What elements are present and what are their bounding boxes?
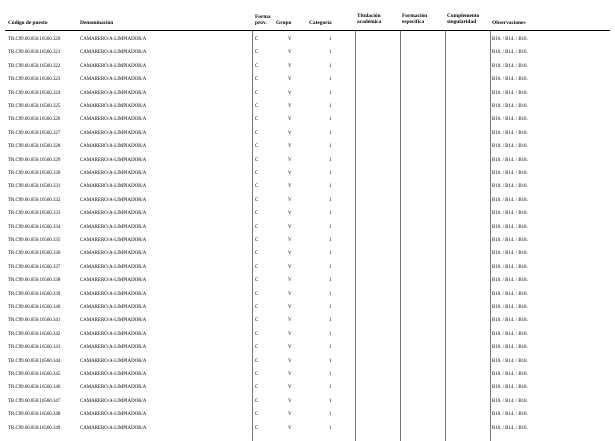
cell-observaciones: B10. / B14. / B18. [492,331,528,337]
table-row [0,128,615,141]
cell-categoria: 1 [329,385,332,391]
cell-categoria: 1 [329,63,332,69]
cell-codigo: TR.C99.60.850.16560.343 [8,345,61,351]
cell-denominacion: CAMARERO/A-LIMPIADOR/A [80,318,147,324]
cell-grupo: V [288,358,292,364]
cell-denominacion: CAMARERO/A-LIMPIADOR/A [80,211,147,217]
cell-forma: C [255,184,259,190]
cell-codigo: TR.C99.60.850.16560.326 [8,117,61,123]
cell-denominacion: CAMARERO/A-LIMPIADOR/A [80,291,147,297]
cell-forma: C [255,37,259,42]
cell-codigo: TR.C99.60.850.16560.322 [8,63,61,69]
table-row [0,356,615,369]
table-row [0,409,615,422]
cell-categoria: 1 [329,331,332,337]
cell-codigo: TR.C99.60.850.16560.323 [8,77,61,83]
cell-forma: C [255,412,259,418]
table-row [0,302,615,315]
cell-denominacion: CAMARERO/A-LIMPIADOR/A [80,157,147,163]
cell-categoria: 1 [329,171,332,176]
cell-forma: C [255,63,259,69]
cell-categoria: 1 [329,251,332,257]
cell-grupo: V [288,291,292,297]
cell-categoria: 1 [329,184,332,190]
cell-denominacion: CAMARERO/A-LIMPIADOR/A [80,197,147,203]
table-row [0,61,615,74]
cell-denominacion: CAMARERO/A-LIMPIADOR/A [80,144,147,150]
cell-categoria: 1 [329,130,332,136]
header-observaciones: Observaciones [492,20,526,26]
table-row [0,329,615,342]
cell-observaciones: B10. / B14. / B18. [492,130,528,136]
cell-observaciones: B10. / B14. / B18. [492,37,528,42]
cell-codigo: TR.C99.60.850.16560.327 [8,130,61,136]
cell-denominacion: CAMARERO/A-LIMPIADOR/A [80,398,147,404]
cell-observaciones: B10. / B14. / B18. [492,144,528,150]
cell-categoria: 1 [329,104,332,109]
cell-denominacion: CAMARERO/A-LIMPIADOR/A [80,130,147,136]
cell-categoria: 1 [329,224,332,230]
cell-denominacion: CAMARERO/A-LIMPIADOR/A [80,372,147,377]
cell-codigo: TR.C99.60.850.16560.345 [8,372,61,377]
cell-codigo: TR.C99.60.850.16560.338 [8,278,61,284]
header-formacion-line1: Formación [402,13,428,19]
table-row [0,168,615,181]
cell-categoria: 1 [329,144,332,150]
cell-observaciones: B10. / B14. / B18. [492,412,528,418]
cell-codigo: TR.C99.60.850.16560.329 [8,157,61,163]
cell-grupo: V [288,372,292,377]
cell-codigo: TR.C99.60.850.16560.340 [8,305,61,310]
cell-forma: C [255,224,259,230]
cell-observaciones: B10. / B14. / B18. [492,278,528,284]
cell-denominacion: CAMARERO/A-LIMPIADOR/A [80,305,147,310]
cell-grupo: V [288,50,292,56]
cell-observaciones: B10. / B14. / B18. [492,171,528,176]
cell-categoria: 1 [329,211,332,217]
cell-forma: C [255,372,259,377]
cell-grupo: V [288,425,292,431]
cell-observaciones: B10. / B14. / B18. [492,117,528,123]
cell-observaciones: B10. / B14. / B18. [492,157,528,163]
cell-grupo: V [288,104,292,109]
cell-codigo: TR.C99.60.850.16560.341 [8,318,61,324]
cell-observaciones: B10. / B14. / B18. [492,291,528,297]
cell-categoria: 1 [329,50,332,56]
cell-codigo: TR.C99.60.850.16560.348 [8,412,61,418]
cell-grupo: V [288,144,292,150]
cell-denominacion: CAMARERO/A-LIMPIADOR/A [80,63,147,69]
table-row [0,248,615,261]
header-complemento-line2: singularidad [447,19,477,25]
cell-grupo: V [288,77,292,83]
cell-denominacion: CAMARERO/A-LIMPIADOR/A [80,251,147,257]
cell-codigo: TR.C99.60.850.16560.324 [8,90,61,96]
cell-observaciones: B10. / B14. / B18. [492,358,528,364]
cell-grupo: V [288,171,292,176]
cell-grupo: V [288,331,292,337]
cell-observaciones: B10. / B14. / B18. [492,398,528,404]
cell-denominacion: CAMARERO/A-LIMPIADOR/A [80,358,147,364]
cell-forma: C [255,385,259,391]
cell-denominacion: CAMARERO/A-LIMPIADOR/A [80,90,147,96]
cell-denominacion: CAMARERO/A-LIMPIADOR/A [80,37,147,42]
cell-forma: C [255,50,259,56]
cell-denominacion: CAMARERO/A-LIMPIADOR/A [80,385,147,391]
cell-grupo: V [288,130,292,136]
cell-observaciones: B10. / B14. / B18. [492,238,528,243]
cell-grupo: V [288,318,292,324]
cell-codigo: TR.C99.60.850.16560.331 [8,184,61,190]
cell-forma: C [255,238,259,243]
cell-categoria: 1 [329,278,332,284]
cell-forma: C [255,358,259,364]
table-row [0,34,615,47]
cell-observaciones: B10. / B14. / B18. [492,385,528,391]
cell-denominacion: CAMARERO/A-LIMPIADOR/A [80,104,147,109]
header-formacion-line2: específica [402,19,425,25]
cell-codigo: TR.C99.60.850.16560.337 [8,264,61,270]
table-row [0,315,615,328]
cell-denominacion: CAMARERO/A-LIMPIADOR/A [80,412,147,418]
cell-observaciones: B10. / B14. / B18. [492,318,528,324]
table-row [0,369,615,382]
cell-codigo: TR.C99.60.850.16560.333 [8,211,61,217]
cell-categoria: 1 [329,157,332,163]
cell-codigo: TR.C99.60.850.16560.339 [8,291,61,297]
table-row [0,74,615,87]
cell-observaciones: B10. / B14. / B18. [492,211,528,217]
cell-categoria: 1 [329,117,332,123]
cell-forma: C [255,90,259,96]
cell-denominacion: CAMARERO/A-LIMPIADOR/A [80,171,147,176]
cell-grupo: V [288,197,292,203]
cell-grupo: V [288,224,292,230]
cell-observaciones: B10. / B14. / B18. [492,264,528,270]
cell-categoria: 1 [329,425,332,431]
cell-grupo: V [288,251,292,257]
cell-grupo: V [288,157,292,163]
cell-codigo: TR.C99.60.850.16560.349 [8,425,61,431]
header-forma-line2: prov. [255,20,267,26]
cell-denominacion: CAMARERO/A-LIMPIADOR/A [80,264,147,270]
header-codigo: Código de puesto [8,20,48,26]
cell-categoria: 1 [329,345,332,351]
cell-forma: C [255,77,259,83]
table-row [0,342,615,355]
header-titulacion-line1: Titulación [357,13,381,19]
cell-forma: C [255,251,259,257]
table-row [0,275,615,288]
cell-grupo: V [288,412,292,418]
header-grupo: Grupo [276,20,292,26]
cell-grupo: V [288,238,292,243]
table-row [0,114,615,127]
table-row [0,47,615,60]
cell-observaciones: B10. / B14. / B18. [492,372,528,377]
cell-forma: C [255,211,259,217]
cell-codigo: TR.C99.60.850.16560.328 [8,144,61,150]
table-row [0,101,615,114]
cell-grupo: V [288,211,292,217]
cell-forma: C [255,398,259,404]
cell-grupo: V [288,278,292,284]
cell-denominacion: CAMARERO/A-LIMPIADOR/A [80,345,147,351]
cell-codigo: TR.C99.60.850.16560.346 [8,385,61,391]
cell-denominacion: CAMARERO/A-LIMPIADOR/A [80,331,147,337]
cell-codigo: TR.C99.60.850.16560.336 [8,251,61,257]
cell-forma: C [255,171,259,176]
cell-forma: C [255,318,259,324]
table-row [0,423,615,436]
header-categoria: Categoría [309,20,332,26]
cell-observaciones: B10. / B14. / B18. [492,305,528,310]
cell-forma: C [255,130,259,136]
cell-codigo: TR.C99.60.850.16560.347 [8,398,61,404]
table-row [0,235,615,248]
cell-categoria: 1 [329,398,332,404]
cell-forma: C [255,291,259,297]
cell-denominacion: CAMARERO/A-LIMPIADOR/A [80,77,147,83]
cell-codigo: TR.C99.60.850.16560.330 [8,171,61,176]
cell-grupo: V [288,63,292,69]
cell-grupo: V [288,398,292,404]
cell-denominacion: CAMARERO/A-LIMPIADOR/A [80,50,147,56]
cell-grupo: V [288,345,292,351]
cell-categoria: 1 [329,238,332,243]
cell-denominacion: CAMARERO/A-LIMPIADOR/A [80,238,147,243]
table-row [0,88,615,101]
cell-observaciones: B10. / B14. / B18. [492,251,528,257]
table-row [0,155,615,168]
header-titulacion-line2: académica [357,19,382,25]
header-divider [5,30,610,31]
cell-forma: C [255,104,259,109]
cell-categoria: 1 [329,358,332,364]
header-denominacion: Denominación [80,20,114,26]
cell-observaciones: B10. / B14. / B18. [492,425,528,431]
cell-forma: C [255,331,259,337]
table-row [0,289,615,302]
cell-grupo: V [288,117,292,123]
cell-observaciones: B10. / B14. / B18. [492,77,528,83]
cell-codigo: TR.C99.60.850.16560.335 [8,238,61,243]
cell-forma: C [255,144,259,150]
cell-forma: C [255,197,259,203]
cell-codigo: TR.C99.60.850.16560.325 [8,104,61,109]
cell-forma: C [255,278,259,284]
cell-categoria: 1 [329,372,332,377]
cell-denominacion: CAMARERO/A-LIMPIADOR/A [80,184,147,190]
table-row [0,222,615,235]
cell-grupo: V [288,305,292,310]
cell-forma: C [255,264,259,270]
cell-codigo: TR.C99.60.850.16560.342 [8,331,61,337]
cell-observaciones: B10. / B14. / B18. [492,184,528,190]
table-row [0,181,615,194]
cell-forma: C [255,305,259,310]
cell-categoria: 1 [329,305,332,310]
cell-codigo: TR.C99.60.850.16560.321 [8,50,61,56]
cell-observaciones: B10. / B14. / B18. [492,345,528,351]
table-row [0,262,615,275]
cell-observaciones: B10. / B14. / B18. [492,104,528,109]
cell-grupo: V [288,37,292,42]
cell-codigo: TR.C99.60.850.16560.332 [8,197,61,203]
cell-forma: C [255,157,259,163]
cell-categoria: 1 [329,412,332,418]
cell-forma: C [255,425,259,431]
cell-forma: C [255,345,259,351]
cell-forma: C [255,117,259,123]
header-complemento-line1: Complemento [447,13,480,19]
cell-observaciones: B10. / B14. / B18. [492,63,528,69]
cell-denominacion: CAMARERO/A-LIMPIADOR/A [80,224,147,230]
cell-categoria: 1 [329,90,332,96]
cell-categoria: 1 [329,197,332,203]
cell-codigo: TR.C99.60.850.16560.344 [8,358,61,364]
cell-categoria: 1 [329,77,332,83]
header-forma-line1: Forma [255,14,271,20]
cell-categoria: 1 [329,318,332,324]
cell-grupo: V [288,264,292,270]
table-row [0,396,615,409]
cell-denominacion: CAMARERO/A-LIMPIADOR/A [80,425,147,431]
table-row [0,141,615,154]
table-row [0,382,615,395]
cell-categoria: 1 [329,37,332,42]
cell-grupo: V [288,90,292,96]
cell-denominacion: CAMARERO/A-LIMPIADOR/A [80,117,147,123]
table-row [0,195,615,208]
cell-codigo: TR.C99.60.850.16560.320 [8,37,61,42]
cell-grupo: V [288,184,292,190]
cell-categoria: 1 [329,291,332,297]
cell-observaciones: B10. / B14. / B18. [492,50,528,56]
cell-codigo: TR.C99.60.850.16560.334 [8,224,61,230]
cell-observaciones: B10. / B14. / B18. [492,90,528,96]
table-row [0,208,615,221]
cell-denominacion: CAMARERO/A-LIMPIADOR/A [80,278,147,284]
cell-grupo: V [288,385,292,391]
cell-categoria: 1 [329,264,332,270]
cell-observaciones: B10. / B14. / B18. [492,197,528,203]
cell-observaciones: B10. / B14. / B18. [492,224,528,230]
